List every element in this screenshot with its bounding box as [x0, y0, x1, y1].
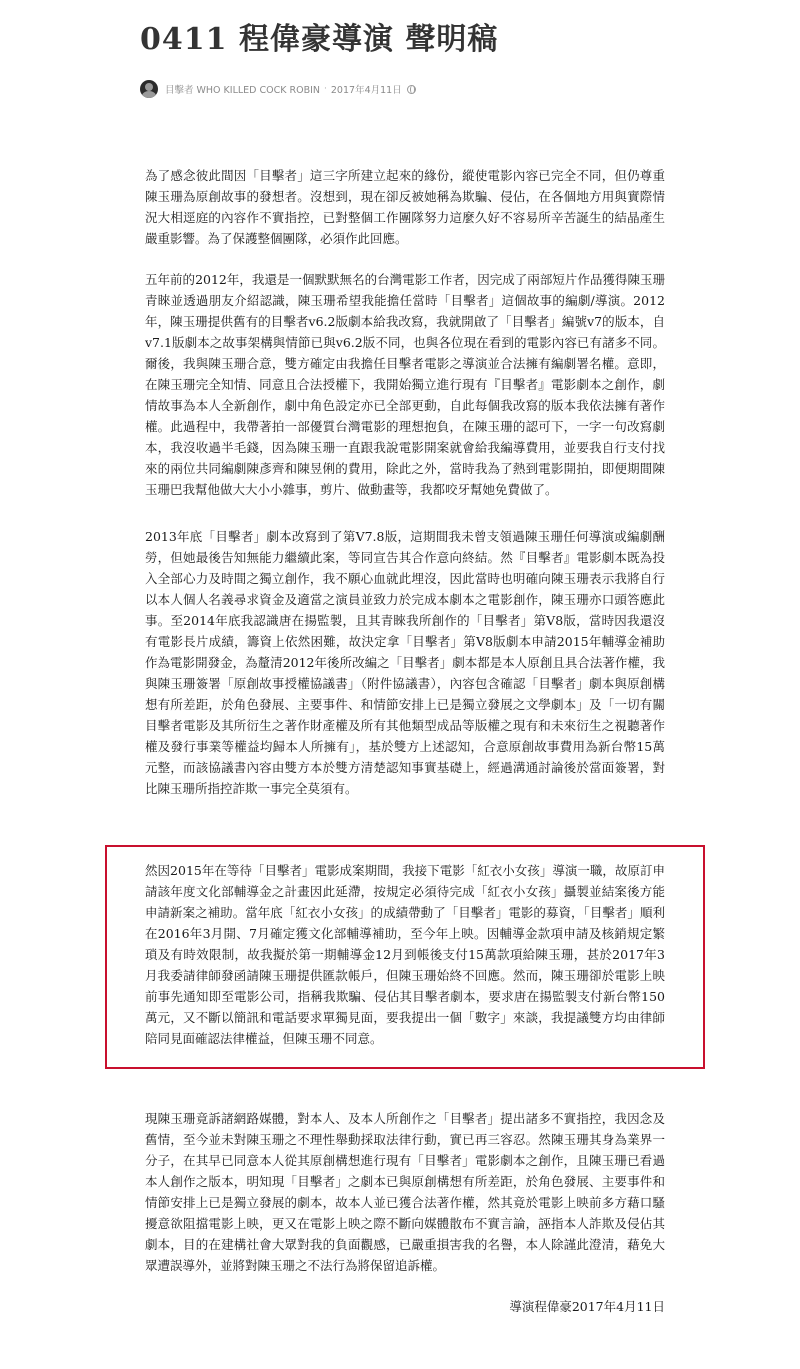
paragraph-1: 為了感念彼此間因「目擊者」這三字所建立起來的緣份，縱使電影內容已完全不同，但仍尊重陳玉珊為原創故事的發想者。沒想到，現在卻反被她稱為欺騙、侵佔，在各個地方用與實際情況大相逕庭的內容作不實指控，已對整個工作團隊努力這麼久好不容易所辛苦誕生的結晶產生嚴重影響。為了保護整個團隊，必須作此回應。 — [145, 168, 665, 246]
avatar[interactable] — [140, 80, 158, 98]
post-header — [140, 20, 700, 100]
paragraph-3: 2013年底「目擊者」劇本改寫到了第V7.8版，這期間我未曾支領過陳玉珊任何導演或編劇酬勞，但她最後告知無能力繼續此案，等同宣告其合作意向終結。然『目擊者』電影劇本既為投入全部心力及時間之獨立創作，我不願心血就此埋沒，因此當時也明確向陳玉珊表示我將自行以本人個人名義尋求資金及適當之演員並致力於完成本劇本之電影創作，陳玉珊亦口頭答應此事。至2014年底我認識唐在揚監製，且其青睞我所創作的「目擊者」第V8版，當時因我還沒有電影長片成績，籌資上依然困難，故決定拿「目擊者」第V8版劇本申請2015年輔導金補助作為電影開發金，為釐清2012年後所改編之「目擊者」劇本都是本人原創且具合法著作權，我與陳玉珊簽署「原創故事授權協議書」（附件協議書），內容包含確認「目擊者」劇本與原創構想有所差距，於角色發展、主要事件、和情節安排上已是獨立發展之文學劇本」及「一切有關目擊者電影及其所衍生之著作財產權及所有其他類型成品等版權之現有和未來衍生之視聽著作權及發行事業等權益均歸本人所擁有」，基於雙方上述認知，合意原創故事費用為新台幣15萬元整，而該協議書內容由雙方本於雙方清楚認知事實基礎上，經過溝通討論後於當面簽署，對比陳玉珊所指控詐欺一事完全莫須有。 — [145, 529, 665, 796]
signature: 導演程偉豪2017年4月11日 — [509, 1299, 665, 1314]
paragraph-5: 現陳玉珊竟訴諸網路媒體，對本人、及本人所創作之「目擊者」提出諸多不實指控，我因念及舊情，至今並未對陳玉珊之不理性舉動採取法律行動，實已再三容忍。然陳玉珊其身為業界一分子，在其早已同意本人從其原創構想進行現有「目擊者」電影劇本之創作，且陳玉珊已看過本人創作之版本，明知現「目擊者」之劇本已與原創構想有所差距，於角色發展、主要事件和情節安排上已是獨立發展的劇本，故本人並已獲合法著作權，然其竟於電影上映前多方藉口騷擾意欲阻擋電影上映，更又在電影上映之際不斷向媒體散布不實言論，誣指本人詐欺及侵佔其劇本，目的在建構社會大眾對我的負面觀感，已嚴重損害我的名譽，本人除謹此澄清，藉免大眾遭誤導外，並將對陳玉珊之不法行為將保留追訴權。 — [145, 1111, 665, 1273]
author-link[interactable]: 目擊者 WHO KILLED COCK ROBIN — [165, 85, 321, 96]
globe-icon — [407, 85, 416, 94]
page-title: 0411 程偉豪導演 聲明稿 — [140, 22, 499, 57]
post-date[interactable]: 2017年4月11日 — [330, 85, 402, 96]
byline — [140, 78, 700, 100]
paragraph-2: 五年前的2012年，我還是一個默默無名的台灣電影工作者，因完成了兩部短片作品獲得陳玉珊青睞並透過朋友介紹認識，陳玉珊希望我能擔任當時「目擊者」這個故事的編劇/導演。2012年，陳玉珊提供舊有的目擊者v6.2版劇本給我改寫，我就開啟了「目擊者」編號v7的版本，自v7.1版劇本之故事架構與情節已與v6.2版不同，也與各位現在看到的電影內容已有諸多不同。爾後，我與陳玉珊合意，雙方確定由我擔任目擊者電影之導演並合法擁有編劇署名權。意即，在陳玉珊完全知情、同意且合法授權下，我開始獨立進行現有『目擊者』電影劇本之創作，劇情故事為本人全新創作，劇中角色設定亦已全部更動，自此每個我改寫的版本我依法擁有著作權。此過程中，我帶著拍一部優質台灣電影的理想抱負，在陳玉珊的認可下，一字一句改寫劇本，我沒收過半毛錢，因為陳玉珊一直跟我說電影開案就會給我編導費用，並要我自行支付找來的兩位共同編劇陳彥齊和陳昱俐的費用，除此之外，當時我為了熱到電影開拍，即便期間陳玉珊巴我幫他做大大小小雜事，剪片、做動畫等，我都咬牙幫她免費做了。 — [145, 272, 665, 497]
paragraph-4-highlighted: 然因2015年在等待「目擊者」電影成案期間，我接下電影「紅衣小女孩」導演一職，故原訂申請該年度文化部輔導金之計畫因此延滯，按規定必須待完成「紅衣小女孩」攝製並結案後方能申請新案之補助。當年底「紅衣小女孩」的成績帶動了「目擊者」電影的募資，「目擊者」順利在2016年3月開、7月確定獲文化部輔導補助，至今年上映。因輔導金款項申請及核銷規定繁瑣及有時效限制，故我擬於第一期輔導金12月到帳後支付15萬款項給陳玉珊，甚於2017年3月我委請律師發函請陳玉珊提供匯款帳戶，但陳玉珊始終不回應。然而，陳玉珊卻於電影上映前事先通知即至電影公司，指稱我欺騙、侵佔其目擊者劇本，要求唐在揚監製支付新台幣150萬元，又不斷以簡訊和電話要求單獨見面，要我提出一個「數字」來談，我提議雙方均由律師陪同見面確認法律權益，但陳玉珊不同意。 — [145, 863, 665, 1046]
meta-separator: · — [324, 84, 327, 94]
